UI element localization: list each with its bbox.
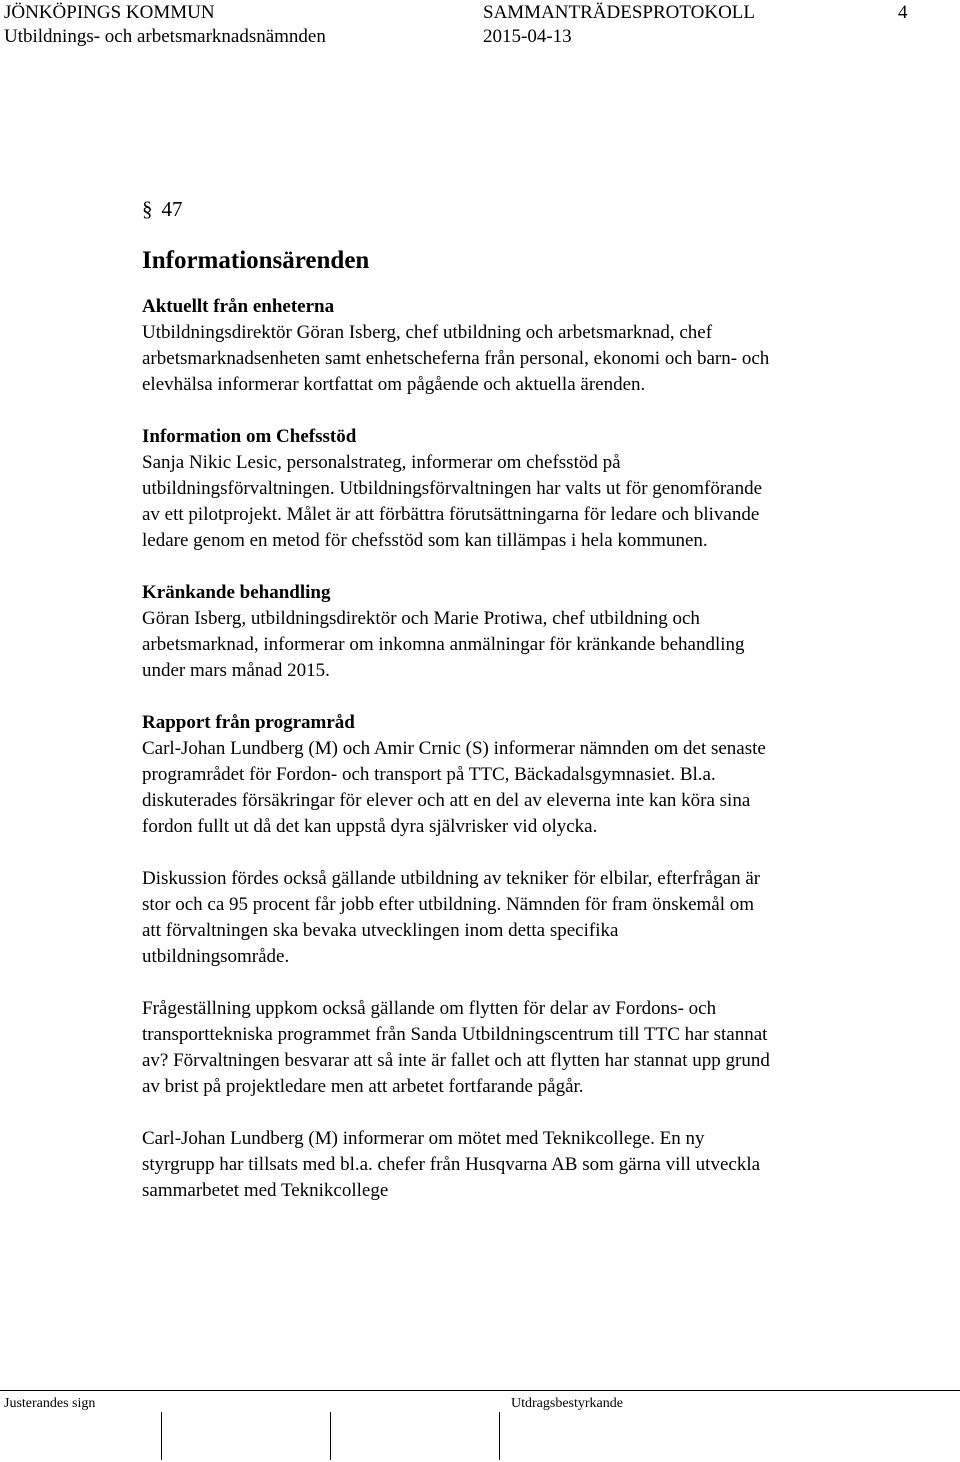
signature-box-divider bbox=[499, 1412, 500, 1460]
section-symbol: § bbox=[142, 197, 153, 221]
section-heading: Rapport från programråd bbox=[142, 712, 355, 733]
paragraph-number bbox=[142, 196, 922, 222]
paragraph-title: Informationsärenden bbox=[142, 247, 370, 274]
report-paragraph: Carl-Johan Lundberg (M) och Amir Crnic (S) informerar nämnden om det senaste programrådet för Fordon- och transport på TTC, Bäckadalsgymnasiet. Bl.a. diskuterades försäkringar för elever och att en del av eleverna inte kan köra sina fordon fullt ut då det kan uppstå dyra självrisker vid olycka. bbox=[142, 738, 766, 837]
signature-box-divider bbox=[161, 1412, 162, 1460]
section-heading: Kränkande behandling bbox=[142, 582, 331, 603]
report-paragraph: Diskussion fördes också gällande utbildning av tekniker för elbilar, efterfrågan är stor och ca 95 procent får jobb efter utbildning. Nämnden för fram önskemål om att förvaltningen ska bevaka utvecklingen inom detta specifika utbildningsområde. bbox=[142, 868, 761, 967]
board-name: Utbildnings- och arbetsmarknadsnämnden bbox=[4, 26, 326, 47]
section-programrad bbox=[142, 710, 922, 1204]
organization-name: JÖNKÖPINGS KOMMUN bbox=[4, 2, 215, 23]
section-text: Göran Isberg, utbildningsdirektör och Marie Protiwa, chef utbildning och arbetsmarknad, informerar om inkomna anmälningar för kränkande behandling under mars månad 2015. bbox=[142, 608, 745, 681]
signature-box-divider bbox=[330, 1412, 331, 1460]
section-aktuellt bbox=[142, 294, 922, 398]
section-text: Sanja Nikic Lesic, personalstrateg, informerar om chefsstöd på utbildningsförvaltningen. Utbildningsförvaltningen har valts ut för genomförande av ett pilotprojekt. Målet är att förbättra förutsättningarna för ledare och blivande ledare genom en metod för chefsstöd som kan tillämpas i hela kommunen. bbox=[142, 452, 763, 551]
document-type: SAMMANTRÄDESPROTOKOLL bbox=[483, 2, 756, 23]
footer-divider bbox=[0, 1390, 960, 1391]
section-chefsstod bbox=[142, 424, 922, 554]
paragraph-number-value: 47 bbox=[161, 197, 183, 221]
report-paragraph: Frågeställning uppkom också gällande om flytten för delar av Fordons- och transporttekniska programmet från Sanda Utbildningscentrum till TTC har stannat av? Förvaltningen besvarar att så inte är fallet och att flytten har stannat upp grund av brist på projektledare men att arbetet fortfarande pågår. bbox=[142, 998, 770, 1097]
section-krankande bbox=[142, 580, 922, 684]
report-paragraph: Carl-Johan Lundberg (M) informerar om mötet med Teknikcollege. En ny styrgrupp har tillsats med bl.a. chefer från Husqvarna AB som gärna vill utveckla sammarbetet med Teknikcollege bbox=[142, 1128, 761, 1201]
signature-footer bbox=[0, 1390, 960, 1462]
section-text: Utbildningsdirektör Göran Isberg, chef utbildning och arbetsmarknad, chef arbetsmarknadsenheten samt enhetscheferna från personal, ekonomi och barn- och elevhälsa informerar kortfattat om pågående och aktuella ärenden. bbox=[142, 322, 770, 395]
justerandes-sign-label: Justerandes sign bbox=[4, 1396, 96, 1411]
section-heading: Aktuellt från enheterna bbox=[142, 296, 335, 317]
page-number: 4 bbox=[898, 2, 908, 23]
utdragsbestyrkande-label: Utdragsbestyrkande bbox=[511, 1396, 623, 1411]
section-heading: Information om Chefsstöd bbox=[142, 426, 357, 447]
protocol-body bbox=[142, 196, 922, 1230]
meeting-date: 2015-04-13 bbox=[483, 26, 572, 47]
